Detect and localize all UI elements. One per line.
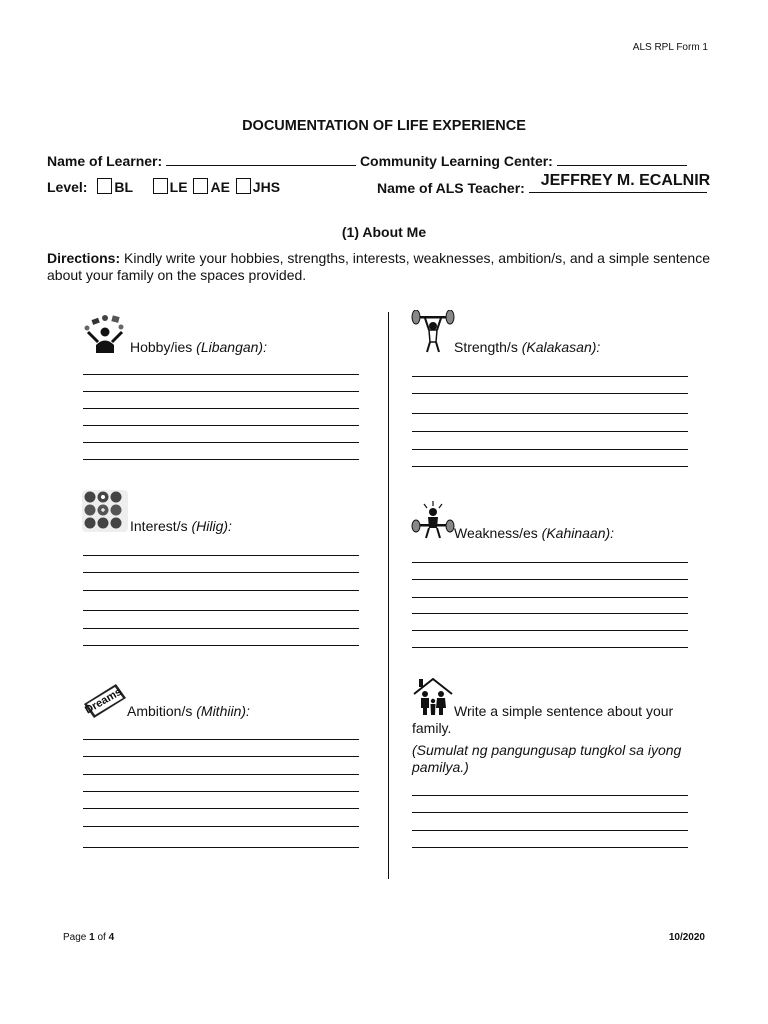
interest-label-text: Interest/s xyxy=(130,518,192,534)
hobby-label xyxy=(130,339,267,355)
answer-line[interactable] xyxy=(412,393,688,394)
document-title: DOCUMENTATION OF LIFE EXPERIENCE xyxy=(242,118,526,134)
teacher-field[interactable] xyxy=(529,172,711,193)
column-divider xyxy=(388,312,389,879)
family-translation: (Sumulat ng pangungusap tungkol sa iyong pamilya.) xyxy=(412,742,682,775)
ambition-label-text: Ambition/s xyxy=(127,703,197,719)
answer-line[interactable] xyxy=(412,597,688,598)
answer-line[interactable] xyxy=(83,555,359,556)
answer-line[interactable] xyxy=(412,449,688,450)
answer-line[interactable] xyxy=(83,808,359,809)
page-total: 4 xyxy=(108,932,115,943)
answer-line[interactable] xyxy=(412,579,688,580)
form-code: ALS RPL Form 1 xyxy=(632,42,708,53)
answer-line[interactable] xyxy=(83,756,359,757)
learner-row xyxy=(47,152,687,169)
answer-line[interactable] xyxy=(412,562,688,563)
strength-label-translation: (Kalakasan): xyxy=(521,339,601,355)
weightlifter-icon xyxy=(410,310,456,354)
family-label: Write a simple sentence about your family. xyxy=(412,703,674,736)
answer-line[interactable] xyxy=(412,431,688,432)
answer-line[interactable] xyxy=(412,413,688,414)
level-row xyxy=(47,178,280,195)
hobby-label-translation: (Libangan): xyxy=(196,339,267,355)
clc-label: Community Learning Center: xyxy=(359,153,553,169)
level-option-le: LE xyxy=(169,179,188,195)
strength-label xyxy=(454,339,600,355)
answer-line[interactable] xyxy=(83,628,359,629)
answer-line[interactable] xyxy=(412,647,688,648)
answer-line[interactable] xyxy=(83,572,359,573)
answer-line[interactable] xyxy=(412,376,688,377)
ambition-label xyxy=(127,703,250,719)
strength-label-text: Strength/s xyxy=(454,339,522,355)
answer-line[interactable] xyxy=(83,442,359,443)
form-date: 10/2020 xyxy=(668,932,705,943)
answer-line[interactable] xyxy=(412,847,688,848)
level-option-bl: BL xyxy=(114,179,133,195)
answer-line[interactable] xyxy=(83,391,359,392)
level-checkbox-jhs[interactable] xyxy=(236,178,251,194)
section-title: (1) About Me xyxy=(341,224,427,240)
interest-label-translation: (Hilig): xyxy=(191,518,232,534)
answer-line[interactable] xyxy=(83,645,359,646)
answer-line[interactable] xyxy=(412,466,688,467)
answer-line[interactable] xyxy=(83,826,359,827)
interest-grid-icon xyxy=(82,490,128,532)
answer-line[interactable] xyxy=(83,459,359,460)
ambition-label-translation: (Mithiin): xyxy=(196,703,250,719)
answer-line[interactable] xyxy=(83,425,359,426)
answer-line[interactable] xyxy=(83,791,359,792)
directions-label: Directions: xyxy=(47,250,121,266)
level-option-jhs: JHS xyxy=(252,179,281,195)
interest-label xyxy=(130,518,232,534)
directions-text xyxy=(47,250,727,284)
teacher-row xyxy=(377,172,711,196)
learner-field[interactable] xyxy=(166,152,356,166)
page-mid: of xyxy=(94,932,109,943)
clc-field[interactable] xyxy=(557,152,687,166)
answer-line[interactable] xyxy=(412,830,688,831)
juggler-icon xyxy=(83,312,127,354)
level-checkbox-ae[interactable] xyxy=(193,178,208,194)
answer-line[interactable] xyxy=(83,590,359,591)
weakness-label-translation: (Kahinaan): xyxy=(541,525,615,541)
weakness-label-text: Weakness/es xyxy=(454,525,542,541)
teacher-label: Name of ALS Teacher: xyxy=(377,180,525,196)
level-checkbox-le[interactable] xyxy=(153,178,168,194)
family-prompt xyxy=(412,703,702,776)
dreams-sign-icon xyxy=(82,678,128,718)
answer-line[interactable] xyxy=(83,774,359,775)
answer-line[interactable] xyxy=(412,795,688,796)
page-current: 1 xyxy=(89,932,95,943)
struggling-lifter-icon xyxy=(410,500,456,540)
answer-line[interactable] xyxy=(412,613,688,614)
answer-line[interactable] xyxy=(83,739,359,740)
answer-line[interactable] xyxy=(412,812,688,813)
answer-line[interactable] xyxy=(83,374,359,375)
page-prefix: Page xyxy=(63,932,90,943)
directions-body: Kindly write your hobbies, strengths, interests, weaknesses, ambition/s, and a simple sentence about your family on the spaces provided. xyxy=(47,250,710,283)
answer-line[interactable] xyxy=(412,630,688,631)
level-checkbox-bl[interactable] xyxy=(97,178,112,194)
dreams-sign-text: Dreams xyxy=(83,685,124,717)
hobby-label-text: Hobby/ies xyxy=(130,339,197,355)
weakness-label xyxy=(454,525,614,541)
answer-line[interactable] xyxy=(83,610,359,611)
level-option-ae: AE xyxy=(210,179,230,195)
learner-label: Name of Learner: xyxy=(47,153,163,169)
level-label: Level: xyxy=(47,179,88,195)
page-number xyxy=(63,932,114,943)
teacher-value: JEFFREY M. ECALNIR xyxy=(540,172,711,189)
answer-line[interactable] xyxy=(83,408,359,409)
answer-line[interactable] xyxy=(83,847,359,848)
